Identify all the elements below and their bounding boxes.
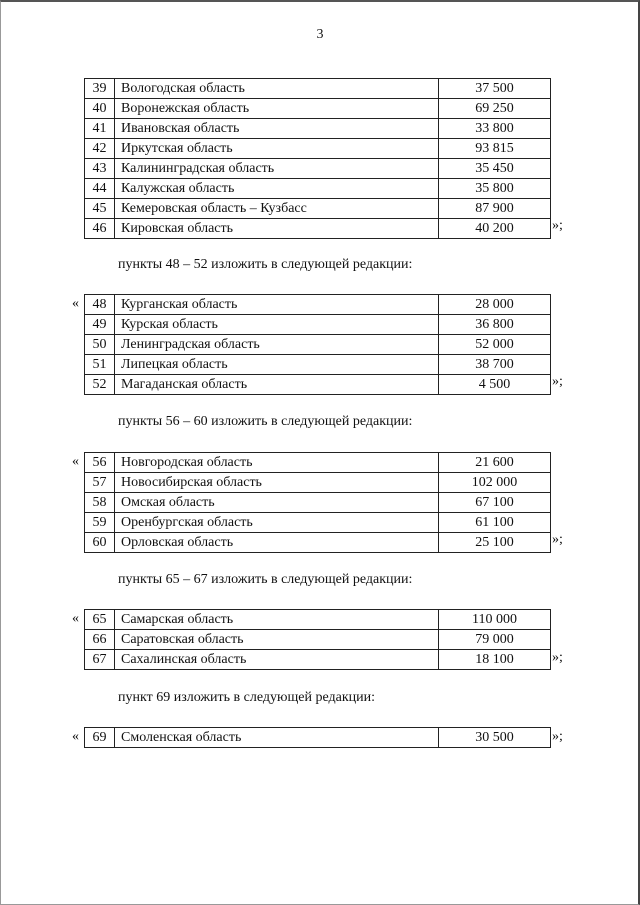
region-name: Воронежская область	[115, 99, 439, 119]
row-number: 67	[85, 650, 115, 670]
row-number: 46	[85, 219, 115, 239]
region-name: Омская область	[115, 493, 439, 513]
region-name: Новосибирская область	[115, 473, 439, 493]
row-number: 58	[85, 493, 115, 513]
table-row	[85, 99, 551, 119]
row-number: 56	[85, 453, 115, 473]
region-name: Оренбургская область	[115, 513, 439, 533]
row-number: 57	[85, 473, 115, 493]
table-row	[85, 79, 551, 99]
amount-value: 93 815	[439, 139, 551, 159]
table-regions-48-52	[84, 294, 551, 395]
row-number: 44	[85, 179, 115, 199]
table-regions-39-46	[84, 78, 551, 239]
table-row	[85, 315, 551, 335]
row-number: 42	[85, 139, 115, 159]
region-name: Липецкая область	[115, 355, 439, 375]
row-number: 45	[85, 199, 115, 219]
amount-value: 102 000	[439, 473, 551, 493]
table-regions-65-67	[84, 609, 551, 670]
amount-value: 18 100	[439, 650, 551, 670]
table-row	[85, 159, 551, 179]
closing-quote: »;	[552, 218, 563, 233]
table-row	[85, 355, 551, 375]
table-row	[85, 533, 551, 553]
row-number: 41	[85, 119, 115, 139]
table-row	[85, 473, 551, 493]
amount-value: 30 500	[439, 728, 551, 748]
closing-quote: »;	[552, 650, 563, 665]
region-name: Самарская область	[115, 610, 439, 630]
amount-value: 67 100	[439, 493, 551, 513]
row-number: 65	[85, 610, 115, 630]
opening-quote: «	[72, 296, 79, 311]
region-name: Сахалинская область	[115, 650, 439, 670]
amount-value: 37 500	[439, 79, 551, 99]
table-row	[85, 453, 551, 473]
page-number: 3	[316, 27, 324, 42]
table-row	[85, 630, 551, 650]
region-name: Магаданская область	[115, 375, 439, 395]
opening-quote: «	[72, 729, 79, 744]
region-name: Ивановская область	[115, 119, 439, 139]
amount-value: 35 450	[439, 159, 551, 179]
opening-quote: «	[72, 454, 79, 469]
amount-value: 38 700	[439, 355, 551, 375]
table-region-69	[84, 727, 551, 748]
amount-value: 35 800	[439, 179, 551, 199]
region-name: Иркутская область	[115, 139, 439, 159]
amount-value: 87 900	[439, 199, 551, 219]
region-name: Саратовская область	[115, 630, 439, 650]
region-name: Калининградская область	[115, 159, 439, 179]
instruction-paragraph: пункты 56 – 60 изложить в следующей редакции:	[118, 414, 413, 429]
table-row	[85, 335, 551, 355]
amount-value: 4 500	[439, 375, 551, 395]
table-row	[85, 610, 551, 630]
row-number: 59	[85, 513, 115, 533]
row-number: 48	[85, 295, 115, 315]
row-number: 51	[85, 355, 115, 375]
amount-value: 21 600	[439, 453, 551, 473]
opening-quote: «	[72, 611, 79, 626]
table-row	[85, 375, 551, 395]
region-name: Кировская область	[115, 219, 439, 239]
table-row	[85, 199, 551, 219]
region-name: Курская область	[115, 315, 439, 335]
closing-quote: »;	[552, 532, 563, 547]
region-name: Орловская область	[115, 533, 439, 553]
amount-value: 28 000	[439, 295, 551, 315]
instruction-paragraph: пункт 69 изложить в следующей редакции:	[118, 690, 375, 705]
row-number: 69	[85, 728, 115, 748]
table-row	[85, 179, 551, 199]
region-name: Вологодская область	[115, 79, 439, 99]
amount-value: 36 800	[439, 315, 551, 335]
region-name: Курганская область	[115, 295, 439, 315]
amount-value: 110 000	[439, 610, 551, 630]
row-number: 39	[85, 79, 115, 99]
amount-value: 61 100	[439, 513, 551, 533]
row-number: 66	[85, 630, 115, 650]
table-row	[85, 219, 551, 239]
table-row	[85, 295, 551, 315]
region-name: Кемеровская область – Кузбасс	[115, 199, 439, 219]
amount-value: 33 800	[439, 119, 551, 139]
row-number: 60	[85, 533, 115, 553]
closing-quote: »;	[552, 374, 563, 389]
table-row	[85, 139, 551, 159]
row-number: 43	[85, 159, 115, 179]
amount-value: 25 100	[439, 533, 551, 553]
table-row	[85, 513, 551, 533]
table-row	[85, 493, 551, 513]
region-name: Смоленская область	[115, 728, 439, 748]
region-name: Новгородская область	[115, 453, 439, 473]
region-name: Калужская область	[115, 179, 439, 199]
region-name: Ленинградская область	[115, 335, 439, 355]
instruction-paragraph: пункты 48 – 52 изложить в следующей редакции:	[118, 257, 413, 272]
amount-value: 52 000	[439, 335, 551, 355]
table-regions-56-60	[84, 452, 551, 553]
instruction-paragraph: пункты 65 – 67 изложить в следующей редакции:	[118, 572, 413, 587]
table-row	[85, 119, 551, 139]
closing-quote: »;	[552, 729, 563, 744]
amount-value: 40 200	[439, 219, 551, 239]
amount-value: 79 000	[439, 630, 551, 650]
row-number: 40	[85, 99, 115, 119]
table-row	[85, 650, 551, 670]
row-number: 52	[85, 375, 115, 395]
row-number: 49	[85, 315, 115, 335]
row-number: 50	[85, 335, 115, 355]
table-row	[85, 728, 551, 748]
amount-value: 69 250	[439, 99, 551, 119]
